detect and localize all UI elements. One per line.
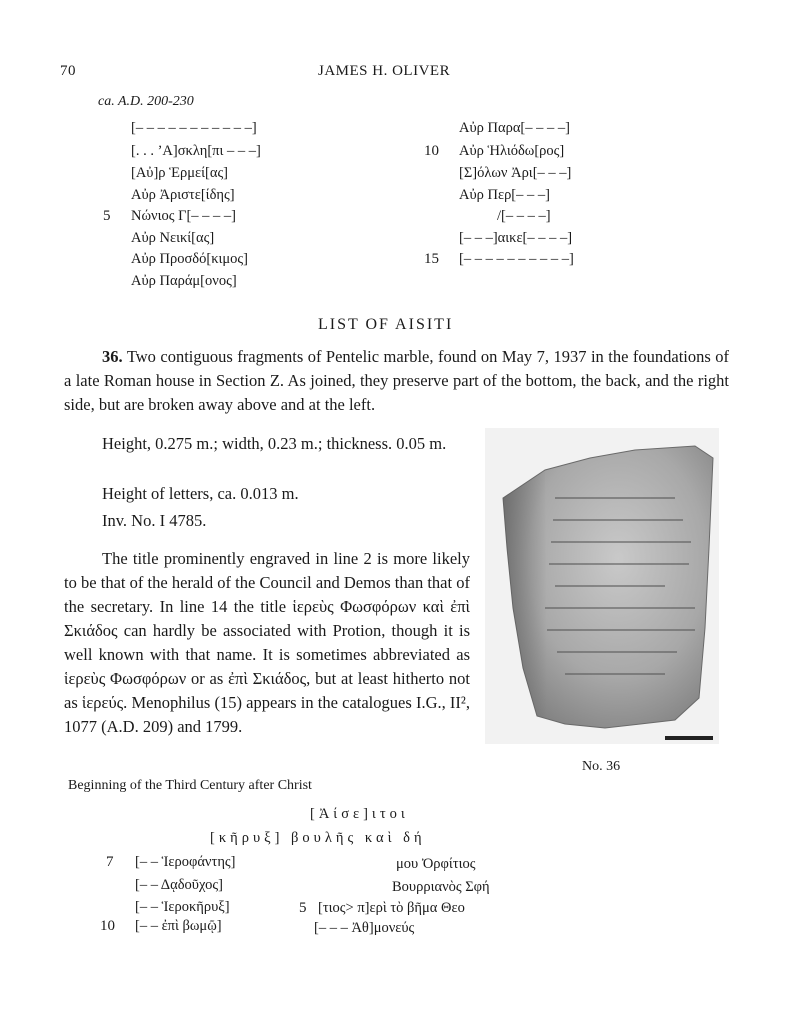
insc36-left-line: [– – Ἱεροφάντης] xyxy=(135,854,236,870)
insc36-left-line: [– – Δᾳδοῦχος] xyxy=(135,877,223,893)
entry-number: 36. xyxy=(102,347,123,366)
insc35-line: Αὐρ Περ[– – –] xyxy=(459,187,550,203)
insc35-line: Αὐρ Παράμ[ονος] xyxy=(131,273,237,289)
inscription-date-heading: Beginning of the Third Century after Christ xyxy=(68,778,312,793)
insc36-line-1: [Ἀίσε]ιτοι xyxy=(310,806,409,822)
section-title: LIST OF AISITI xyxy=(318,316,454,333)
insc35-line: [– – – – – – – – – – –] xyxy=(131,120,257,136)
insc35-line: Αὐρ Παρα[– – – –] xyxy=(459,120,570,136)
page-number: 70 xyxy=(60,63,76,79)
dimensions: Height, 0.275 m.; width, 0.23 m.; thickness. 0.05 m. xyxy=(102,434,447,453)
entry-intro xyxy=(64,345,729,417)
fragment-photo xyxy=(485,428,719,744)
insc36-right-line: μου Ὀρφίτιος xyxy=(396,856,476,872)
line-number: 7 xyxy=(106,854,114,870)
insc36-right-line: Βουρριανὸς Σφή xyxy=(392,879,490,895)
insc36-right-line: [– – – Ἀθ]μονεύς xyxy=(314,920,415,936)
insc35-line: [. . . ’Α]σκλη[πι – – –] xyxy=(131,143,261,159)
insc35-line: Αὐρ Προσδό[κιμος] xyxy=(131,251,248,267)
insc36-left-line: [– – Ἱεροκῆρυξ] xyxy=(135,899,230,915)
insc35-line: Αὐρ Ἡλιόδω[ρος] xyxy=(459,143,565,159)
photo-caption: No. 36 xyxy=(582,759,621,774)
insc36-right-line: [τιος> π]ερὶ τὸ βῆμα Θεο xyxy=(318,900,465,916)
letter-height: Height of letters, ca. 0.013 m. xyxy=(102,484,299,503)
insc35-line: [– – – – – – – – – –] xyxy=(459,251,574,267)
entry-intro-text: Two contiguous fragments of Pentelic marble, found on May 7, 1937 in the foundations of a late Roman house in Section Z. As joined, they preserve part of the bottom, the back, and the right side, but are broken away above and at the left. xyxy=(64,347,730,414)
line-number: 5 xyxy=(103,208,111,224)
commentary: The title prominently engraved in line 2 is more likely to be that of the herald of the Council and Demos than that of the secretary. In line 14 the title ἱερεὺς Φωσφόρων καὶ ἐπὶ Σκιάδος can hardly be associated with Protion, though it is well known with that name. It is sometimes abbreviated as ἱερεὺς Φωσφόρων or as ἐπὶ Σκιάδος, but at least hitherto not as ἱερεύς. Menophilus (15) appears in the catalogues I.G., II², 1077 (A.D. 209) and 1799. xyxy=(64,549,470,736)
running-head-author: JAMES H. OLIVER xyxy=(318,63,451,79)
line-number: 10 xyxy=(424,143,439,159)
line-number: 10 xyxy=(100,918,115,934)
insc35-line: /[– – – –] xyxy=(497,208,551,224)
insc35-line: Αὐρ Ἀριστε[ίδης] xyxy=(131,187,235,203)
insc35-line: [Σ]όλων Ἀρι[– – –] xyxy=(459,165,572,181)
insc35-line: [– – –]αικε[– – – –] xyxy=(459,230,573,246)
inventory-number: Inv. No. I 4785. xyxy=(102,511,207,530)
insc35-line: Αὐρ Νεικί[ας] xyxy=(131,230,215,246)
insc36-left-line: [– – ἐπὶ βωμῷ] xyxy=(135,918,222,934)
inscription-date: ca. A.D. 200-230 xyxy=(98,94,194,109)
insc35-line: [Αὐ]ρ Ἑρμεί[ας] xyxy=(131,165,229,181)
line-number: 15 xyxy=(424,251,439,267)
insc35-line: Νώνιος Γ[– – – –] xyxy=(131,208,237,224)
line-number: 5 xyxy=(299,900,307,916)
marble-fragment-image xyxy=(485,428,719,744)
insc36-line-2: [κῆρυξ] βουλῆς καὶ δή xyxy=(210,830,426,846)
